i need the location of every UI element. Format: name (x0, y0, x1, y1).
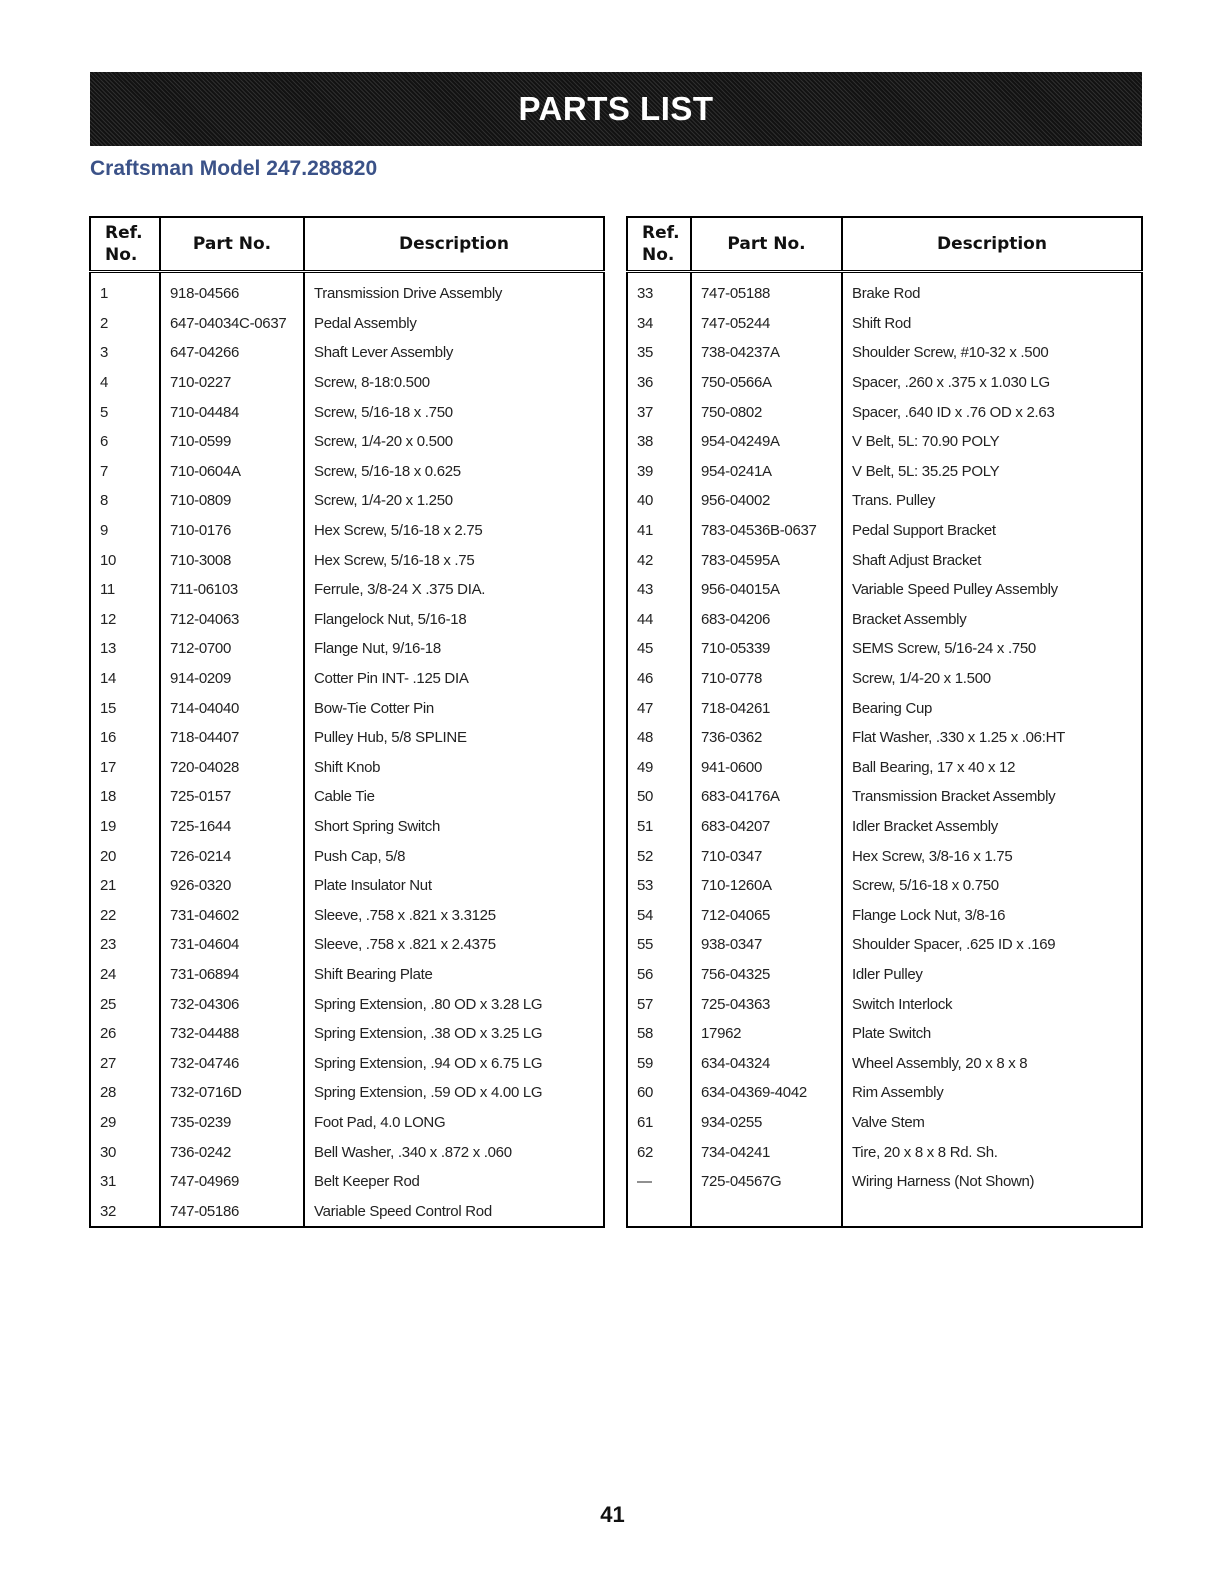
table-row (627, 272, 1142, 309)
table-row (90, 664, 604, 694)
description-cell: Pedal Assembly (304, 309, 604, 339)
table-row (627, 427, 1142, 457)
table-row (627, 841, 1142, 871)
table-row (90, 605, 604, 635)
ref-no-cell: 62 (627, 1137, 691, 1167)
description-cell: Screw, 1/4-20 x 0.500 (304, 427, 604, 457)
ref-no-cell: 51 (627, 812, 691, 842)
description-cell: Cotter Pin INT- .125 DIA (304, 664, 604, 694)
table-row (627, 516, 1142, 546)
description-cell: Ferrule, 3/8-24 X .375 DIA. (304, 575, 604, 605)
ref-no-cell: 9 (90, 516, 160, 546)
part-no-cell: 710-0227 (160, 368, 304, 398)
table-row (90, 634, 604, 664)
description-cell: Hex Screw, 3/8-16 x 1.75 (842, 841, 1142, 871)
part-no-cell: 711-06103 (160, 575, 304, 605)
part-no-cell: 747-05244 (691, 309, 842, 339)
table-row (627, 1108, 1142, 1138)
ref-no-cell: 49 (627, 753, 691, 783)
ref-no-cell: 37 (627, 397, 691, 427)
table-row (90, 272, 604, 309)
description-cell: Spring Extension, .80 OD x 3.28 LG (304, 989, 604, 1019)
ref-no-cell: 3 (90, 338, 160, 368)
part-no-cell: 712-0700 (160, 634, 304, 664)
description-cell: Spacer, .640 ID x .76 OD x 2.63 (842, 397, 1142, 427)
part-no-cell: 710-0599 (160, 427, 304, 457)
table-row (627, 1048, 1142, 1078)
part-no-cell: 731-04602 (160, 900, 304, 930)
ref-no-cell: 58 (627, 1019, 691, 1049)
part-no-cell: 710-0809 (160, 486, 304, 516)
table-row (90, 427, 604, 457)
ref-no-cell: 27 (90, 1048, 160, 1078)
ref-no-cell: 29 (90, 1108, 160, 1138)
part-no-cell: 914-0209 (160, 664, 304, 694)
table-row (627, 1019, 1142, 1049)
parts-table-right (626, 216, 1143, 1228)
table-row (627, 693, 1142, 723)
description-cell: Wiring Harness (Not Shown) (842, 1167, 1142, 1197)
ref-no-cell: 22 (90, 900, 160, 930)
part-no-cell: 747-05188 (691, 272, 842, 309)
ref-no-cell: 34 (627, 309, 691, 339)
part-no-cell: 735-0239 (160, 1108, 304, 1138)
description-cell: Shift Bearing Plate (304, 960, 604, 990)
table-row (627, 486, 1142, 516)
part-no-cell: 918-04566 (160, 272, 304, 309)
table-header-row (627, 217, 1142, 272)
table-row (627, 545, 1142, 575)
part-no-cell: 738-04237A (691, 338, 842, 368)
description-cell: Shift Knob (304, 753, 604, 783)
description-cell: Cable Tie (304, 782, 604, 812)
table-row (627, 605, 1142, 635)
description-cell: Sleeve, .758 x .821 x 3.3125 (304, 900, 604, 930)
part-no-cell: 683-04206 (691, 605, 842, 635)
table-row (90, 516, 604, 546)
description-cell: Spring Extension, .94 OD x 6.75 LG (304, 1048, 604, 1078)
description-cell: Shoulder Screw, #10-32 x .500 (842, 338, 1142, 368)
part-no-cell: 710-3008 (160, 545, 304, 575)
ref-no-cell: 8 (90, 486, 160, 516)
part-no-cell: 710-1260A (691, 871, 842, 901)
ref-no-cell: 57 (627, 989, 691, 1019)
table-row (90, 1137, 604, 1167)
ref-no-cell (627, 1196, 691, 1227)
ref-no-cell: 6 (90, 427, 160, 457)
table-row (627, 1196, 1142, 1227)
description-cell: Belt Keeper Rod (304, 1167, 604, 1197)
ref-no-cell: 61 (627, 1108, 691, 1138)
ref-no-cell: — (627, 1167, 691, 1197)
table-row (90, 1019, 604, 1049)
ref-no-cell: 4 (90, 368, 160, 398)
description-cell: Shift Rod (842, 309, 1142, 339)
description-cell: Spring Extension, .59 OD x 4.00 LG (304, 1078, 604, 1108)
ref-no-cell: 43 (627, 575, 691, 605)
description-cell: Shaft Lever Assembly (304, 338, 604, 368)
description-header: Description (842, 217, 1142, 272)
model-title: Craftsman Model 247.288820 (90, 157, 378, 180)
ref-no-cell: 26 (90, 1019, 160, 1049)
description-cell: Flange Lock Nut, 3/8-16 (842, 900, 1142, 930)
ref-no-cell: 23 (90, 930, 160, 960)
table-row (90, 782, 604, 812)
part-no-cell: 634-04324 (691, 1048, 842, 1078)
ref-no-cell: 56 (627, 960, 691, 990)
part-no-cell: 718-04407 (160, 723, 304, 753)
table-row (627, 397, 1142, 427)
description-cell: Hex Screw, 5/16-18 x .75 (304, 545, 604, 575)
description-cell: Flat Washer, .330 x 1.25 x .06:HT (842, 723, 1142, 753)
part-no-cell: 734-04241 (691, 1137, 842, 1167)
ref-no-cell: 10 (90, 545, 160, 575)
description-cell: Screw, 5/16-18 x .750 (304, 397, 604, 427)
table-row (90, 545, 604, 575)
description-cell: Spacer, .260 x .375 x 1.030 LG (842, 368, 1142, 398)
ref-no-cell: 12 (90, 605, 160, 635)
part-no-cell: 712-04063 (160, 605, 304, 635)
part-no-cell: 726-0214 (160, 841, 304, 871)
table-row (90, 338, 604, 368)
table-row (627, 457, 1142, 487)
part-no-cell: 710-0604A (160, 457, 304, 487)
ref-no-cell: 28 (90, 1078, 160, 1108)
parts-table-body (90, 272, 604, 1228)
description-cell: Screw, 1/4-20 x 1.250 (304, 486, 604, 516)
description-cell: Idler Bracket Assembly (842, 812, 1142, 842)
ref-no-cell: 21 (90, 871, 160, 901)
table-row (90, 753, 604, 783)
table-row (90, 812, 604, 842)
description-cell: Rim Assembly (842, 1078, 1142, 1108)
description-cell: Idler Pulley (842, 960, 1142, 990)
table-row (627, 1078, 1142, 1108)
part-no-cell: 750-0802 (691, 397, 842, 427)
ref-no-cell: 30 (90, 1137, 160, 1167)
part-no-cell: 941-0600 (691, 753, 842, 783)
table-row (90, 960, 604, 990)
description-cell: Variable Speed Control Rod (304, 1196, 604, 1227)
part-no-cell: 736-0242 (160, 1137, 304, 1167)
part-no-cell: 736-0362 (691, 723, 842, 753)
part-no-cell: 926-0320 (160, 871, 304, 901)
table-row (627, 1167, 1142, 1197)
part-no-cell: 954-04249A (691, 427, 842, 457)
ref-no-cell: 42 (627, 545, 691, 575)
ref-no-cell: 40 (627, 486, 691, 516)
description-cell: Shaft Adjust Bracket (842, 545, 1142, 575)
table-row (627, 309, 1142, 339)
table-row (90, 1078, 604, 1108)
table-row (90, 693, 604, 723)
ref-no-cell: 14 (90, 664, 160, 694)
table-row (90, 723, 604, 753)
table-header-row (90, 217, 604, 272)
description-cell: Screw, 1/4-20 x 1.500 (842, 664, 1142, 694)
description-cell: Bearing Cup (842, 693, 1142, 723)
description-cell: Bell Washer, .340 x .872 x .060 (304, 1137, 604, 1167)
description-cell: Flange Nut, 9/16-18 (304, 634, 604, 664)
description-cell: Pulley Hub, 5/8 SPLINE (304, 723, 604, 753)
part-no-cell: 710-0778 (691, 664, 842, 694)
part-no-cell: 956-04002 (691, 486, 842, 516)
description-cell: Variable Speed Pulley Assembly (842, 575, 1142, 605)
ref-no-cell: 50 (627, 782, 691, 812)
description-cell: Foot Pad, 4.0 LONG (304, 1108, 604, 1138)
description-header: Description (304, 217, 604, 272)
table-row (90, 1048, 604, 1078)
ref-no-cell: 55 (627, 930, 691, 960)
table-row (627, 338, 1142, 368)
ref-no-cell: 31 (90, 1167, 160, 1197)
ref-no-cell: 46 (627, 664, 691, 694)
part-no-cell: 934-0255 (691, 1108, 842, 1138)
part-no-cell: 938-0347 (691, 930, 842, 960)
table-row (627, 900, 1142, 930)
ref-no-cell: 19 (90, 812, 160, 842)
ref-no-cell: 18 (90, 782, 160, 812)
table-row (90, 871, 604, 901)
ref-no-cell: 39 (627, 457, 691, 487)
description-cell: Brake Rod (842, 272, 1142, 309)
part-no-cell: 683-04176A (691, 782, 842, 812)
ref-no-cell: 11 (90, 575, 160, 605)
table-row (627, 664, 1142, 694)
description-cell: V Belt, 5L: 35.25 POLY (842, 457, 1142, 487)
part-no-cell: 710-05339 (691, 634, 842, 664)
part-no-cell: 720-04028 (160, 753, 304, 783)
part-no-cell: 710-0347 (691, 841, 842, 871)
description-cell: Flangelock Nut, 5/16-18 (304, 605, 604, 635)
parts-list-banner (90, 72, 1142, 146)
part-no-cell: 747-04969 (160, 1167, 304, 1197)
table-row (627, 930, 1142, 960)
ref-no-cell: 20 (90, 841, 160, 871)
table-row (90, 397, 604, 427)
part-no-cell: 732-04306 (160, 989, 304, 1019)
ref-no-cell: 13 (90, 634, 160, 664)
table-row (627, 723, 1142, 753)
table-row (627, 368, 1142, 398)
parts-table-body (627, 272, 1142, 1228)
part-no-cell: 718-04261 (691, 693, 842, 723)
part-no-header: Part No. (160, 217, 304, 272)
part-no-cell: 732-04746 (160, 1048, 304, 1078)
part-no-cell: 647-04266 (160, 338, 304, 368)
part-no-cell: 732-04488 (160, 1019, 304, 1049)
table-row (627, 960, 1142, 990)
description-cell: Screw, 5/16-18 x 0.625 (304, 457, 604, 487)
part-no-cell: 731-06894 (160, 960, 304, 990)
part-no-cell (691, 1196, 842, 1227)
part-no-cell: 725-04567G (691, 1167, 842, 1197)
description-cell: Switch Interlock (842, 989, 1142, 1019)
part-no-cell: 731-04604 (160, 930, 304, 960)
ref-no-cell: 35 (627, 338, 691, 368)
table-row (90, 486, 604, 516)
table-row (627, 812, 1142, 842)
description-cell: Transmission Bracket Assembly (842, 782, 1142, 812)
part-no-cell: 634-04369-4042 (691, 1078, 842, 1108)
table-row (90, 1108, 604, 1138)
part-no-cell: 750-0566A (691, 368, 842, 398)
part-no-cell: 956-04015A (691, 575, 842, 605)
part-no-cell: 725-1644 (160, 812, 304, 842)
description-cell: Tire, 20 x 8 x 8 Rd. Sh. (842, 1137, 1142, 1167)
description-cell: Hex Screw, 5/16-18 x 2.75 (304, 516, 604, 546)
part-no-cell: 647-04034C-0637 (160, 309, 304, 339)
part-no-cell: 954-0241A (691, 457, 842, 487)
table-row (627, 753, 1142, 783)
description-cell: Short Spring Switch (304, 812, 604, 842)
part-no-cell: 725-04363 (691, 989, 842, 1019)
table-row (627, 634, 1142, 664)
table-row (90, 930, 604, 960)
banner-title: PARTS LIST (518, 90, 714, 127)
ref-no-cell: 60 (627, 1078, 691, 1108)
table-row (627, 782, 1142, 812)
table-row (90, 368, 604, 398)
description-cell: Valve Stem (842, 1108, 1142, 1138)
ref-no-cell: 5 (90, 397, 160, 427)
ref-no-header: Ref. No. (90, 217, 160, 272)
table-row (627, 1137, 1142, 1167)
ref-no-cell: 44 (627, 605, 691, 635)
table-row (627, 575, 1142, 605)
ref-no-cell: 53 (627, 871, 691, 901)
table-row (90, 1196, 604, 1227)
table-row (90, 575, 604, 605)
ref-no-cell: 47 (627, 693, 691, 723)
ref-no-cell: 15 (90, 693, 160, 723)
part-no-cell: 714-04040 (160, 693, 304, 723)
table-row (90, 457, 604, 487)
table-row (90, 989, 604, 1019)
description-cell: V Belt, 5L: 70.90 POLY (842, 427, 1142, 457)
part-no-cell: 683-04207 (691, 812, 842, 842)
ref-no-cell: 1 (90, 272, 160, 309)
ref-no-cell: 45 (627, 634, 691, 664)
part-no-cell: 747-05186 (160, 1196, 304, 1227)
part-no-cell: 710-0176 (160, 516, 304, 546)
parts-table-left (89, 216, 605, 1228)
table-row (627, 989, 1142, 1019)
part-no-header: Part No. (691, 217, 842, 272)
description-cell: Bow-Tie Cotter Pin (304, 693, 604, 723)
ref-no-cell: 36 (627, 368, 691, 398)
ref-no-cell: 24 (90, 960, 160, 990)
ref-no-cell: 41 (627, 516, 691, 546)
description-cell: SEMS Screw, 5/16-24 x .750 (842, 634, 1142, 664)
part-no-cell: 783-04595A (691, 545, 842, 575)
table-row (627, 871, 1142, 901)
part-no-cell: 725-0157 (160, 782, 304, 812)
part-no-cell: 732-0716D (160, 1078, 304, 1108)
table-row (90, 841, 604, 871)
ref-no-header: Ref. No. (627, 217, 691, 272)
ref-no-cell: 32 (90, 1196, 160, 1227)
description-cell: Shoulder Spacer, .625 ID x .169 (842, 930, 1142, 960)
description-cell: Spring Extension, .38 OD x 3.25 LG (304, 1019, 604, 1049)
part-no-cell: 710-04484 (160, 397, 304, 427)
ref-no-cell: 17 (90, 753, 160, 783)
table-row (90, 1167, 604, 1197)
description-cell: Transmission Drive Assembly (304, 272, 604, 309)
description-cell: Sleeve, .758 x .821 x 2.4375 (304, 930, 604, 960)
description-cell: Bracket Assembly (842, 605, 1142, 635)
ref-no-cell: 25 (90, 989, 160, 1019)
description-cell: Plate Switch (842, 1019, 1142, 1049)
description-cell: Ball Bearing, 17 x 40 x 12 (842, 753, 1142, 783)
ref-no-cell: 54 (627, 900, 691, 930)
description-cell: Pedal Support Bracket (842, 516, 1142, 546)
part-no-cell: 756-04325 (691, 960, 842, 990)
description-cell: Wheel Assembly, 20 x 8 x 8 (842, 1048, 1142, 1078)
part-no-cell: 17962 (691, 1019, 842, 1049)
description-cell: Screw, 5/16-18 x 0.750 (842, 871, 1142, 901)
table-row (90, 309, 604, 339)
ref-no-cell: 59 (627, 1048, 691, 1078)
ref-no-cell: 7 (90, 457, 160, 487)
part-no-cell: 712-04065 (691, 900, 842, 930)
page-number: 41 (600, 1502, 625, 1527)
ref-no-cell: 48 (627, 723, 691, 753)
description-cell: Plate Insulator Nut (304, 871, 604, 901)
table-row (90, 900, 604, 930)
description-cell: Screw, 8-18:0.500 (304, 368, 604, 398)
description-cell: Push Cap, 5/8 (304, 841, 604, 871)
ref-no-cell: 33 (627, 272, 691, 309)
ref-no-cell: 52 (627, 841, 691, 871)
description-cell (842, 1196, 1142, 1227)
ref-no-cell: 38 (627, 427, 691, 457)
part-no-cell: 783-04536B-0637 (691, 516, 842, 546)
ref-no-cell: 2 (90, 309, 160, 339)
ref-no-cell: 16 (90, 723, 160, 753)
description-cell: Trans. Pulley (842, 486, 1142, 516)
